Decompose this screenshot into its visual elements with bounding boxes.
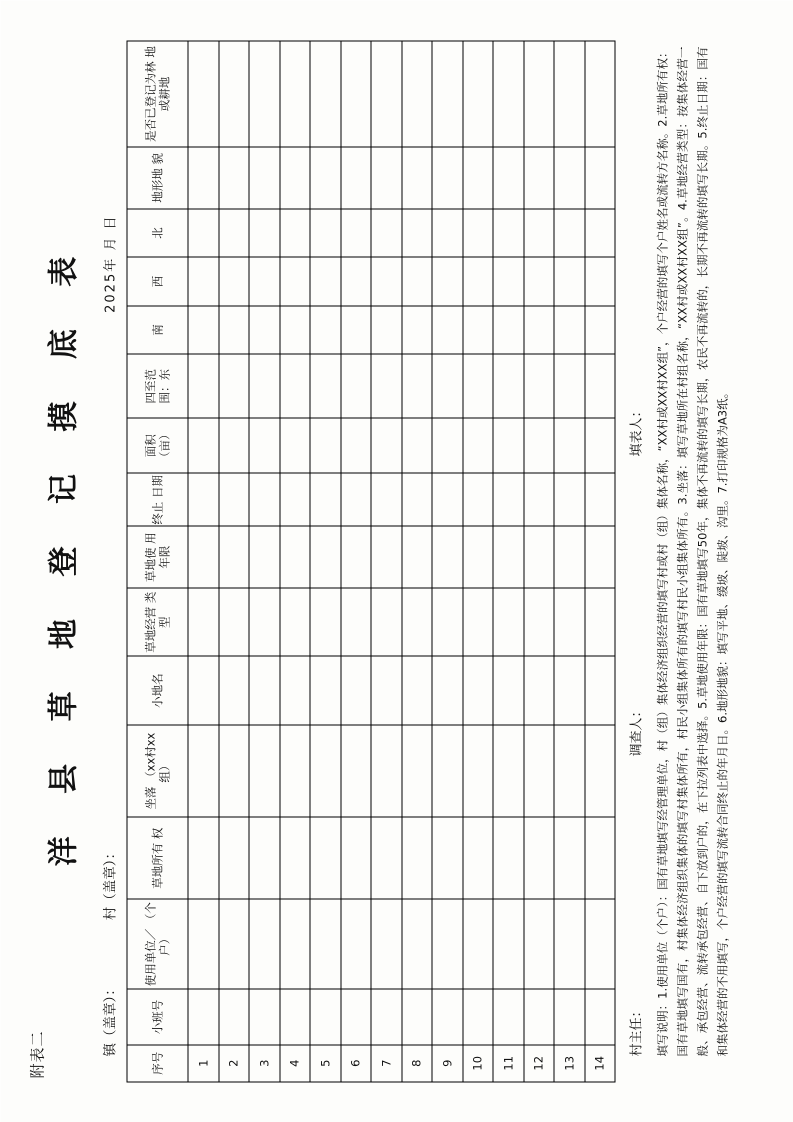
table-row [432,41,463,1082]
row-number: 12 [523,1044,554,1081]
cell-registered-forest[interactable] [218,41,249,147]
cell-small-place[interactable] [310,656,341,724]
cell-boundary-south[interactable] [432,305,463,354]
cell-mgmt-type[interactable] [523,588,554,656]
cell-plot-no[interactable] [249,989,280,1044]
cell-area-mu[interactable] [584,418,615,473]
signature-row [625,40,644,1082]
cell-boundary-north[interactable] [584,208,615,257]
cell-boundary-west[interactable] [432,257,463,306]
cell-grass-ownership[interactable] [432,817,463,899]
cell-grass-ownership[interactable] [218,817,249,899]
cell-area-mu[interactable] [462,418,493,473]
cell-boundary-east[interactable] [310,354,341,418]
cell-boundary-east[interactable] [218,354,249,418]
cell-registered-forest[interactable] [432,41,463,147]
cell-small-place[interactable] [493,656,524,724]
cell-owner-unit[interactable] [218,898,249,988]
column-header-plot-no: 小班号 [127,989,188,1044]
row-number: 7 [371,1044,402,1081]
cell-boundary-east[interactable] [493,354,524,418]
column-header-mgmt-type: 草地经营 类型 [127,588,188,656]
cell-boundary-east[interactable] [462,354,493,418]
cell-mgmt-type[interactable] [432,588,463,656]
cell-mgmt-type[interactable] [188,588,219,656]
cell-registered-forest[interactable] [584,41,615,147]
cell-plot-no[interactable] [584,989,615,1044]
cell-boundary-north[interactable] [554,208,585,257]
cell-boundary-west[interactable] [401,257,432,306]
cell-use-years[interactable] [218,526,249,588]
table-row [371,41,402,1082]
cell-small-place[interactable] [249,656,280,724]
column-header-boundary-east: 四至范 围：东 [127,354,188,418]
cell-registered-forest[interactable] [523,41,554,147]
cell-registered-forest[interactable] [554,41,585,147]
cell-boundary-east[interactable] [554,354,585,418]
cell-use-years[interactable] [310,526,341,588]
cell-boundary-west[interactable] [340,257,371,306]
cell-use-years[interactable] [249,526,280,588]
cell-grass-ownership[interactable] [310,817,341,899]
cell-boundary-north[interactable] [401,208,432,257]
table-row [340,41,371,1082]
cell-boundary-north[interactable] [279,208,310,257]
cell-mgmt-type[interactable] [340,588,371,656]
cell-small-place[interactable] [340,656,371,724]
cell-terrain[interactable] [462,146,493,208]
cell-boundary-north[interactable] [523,208,554,257]
cell-terrain[interactable] [523,146,554,208]
cell-grass-ownership[interactable] [188,817,219,899]
fill-instructions-text: 填写说明：1.使用单位（个户）：国有草地填写经管理单位，村（组）集体经济组织经营的填写村或村（组）集体名称，“XX村或XX村XX组”，个户经营的填写个户姓名或流转方名称。2.草地所有权：国有草地填写国有，村集体经济组织集体的填写村集体所有，村民小组集体所有的填写村民小组集体所有。3.坐落：填写草地所在村组名称，“XX村或XX村XX组”。4.草地经营类型：按集体经营一般、承包经营、流转承包经营、自下放到户的，在下拉列表中选择。5.草地使用年限：国有草地填写50年，集体不再流转的填写长期，农民不再流转的，长期不再流转的填写长期。5.终止日期：国有和集体经营的不用填写，个户经营的填写流转合同终止的年月日。6.地形地貌：填写平地、缓坡、陡坡、沟里。7.打印规格为A3纸。 [655,46,730,1056]
cell-boundary-east[interactable] [432,354,463,418]
cell-use-years[interactable] [584,526,615,588]
column-header-small-place: 小地名 [127,656,188,724]
cell-boundary-east[interactable] [279,354,310,418]
subheader [98,40,118,1082]
fill-instructions [652,40,733,1082]
table-row [310,41,341,1082]
cell-use-years[interactable] [432,526,463,588]
cell-use-years[interactable] [554,526,585,588]
cell-terrain[interactable] [371,146,402,208]
date-line: 2025年 月 日 [103,214,118,313]
page-title: 洋 县 草 地 登 记 摸 底 表 [46,240,81,866]
table-header-row [127,41,188,1082]
cell-use-years[interactable] [462,526,493,588]
cell-area-mu[interactable] [249,418,280,473]
cell-mgmt-type[interactable] [584,588,615,656]
cell-small-place[interactable] [371,656,402,724]
cell-registered-forest[interactable] [188,41,219,147]
cell-end-date[interactable] [279,473,310,526]
cell-use-years[interactable] [188,526,219,588]
cell-owner-unit[interactable] [401,898,432,988]
cell-end-date[interactable] [188,473,219,526]
cell-boundary-west[interactable] [462,257,493,306]
table-body [188,41,615,1082]
cell-owner-unit[interactable] [340,898,371,988]
cell-plot-no[interactable] [218,989,249,1044]
cell-terrain[interactable] [340,146,371,208]
cell-boundary-east[interactable] [249,354,280,418]
cell-boundary-east[interactable] [401,354,432,418]
cell-boundary-west[interactable] [493,257,524,306]
cell-use-years[interactable] [279,526,310,588]
cell-location[interactable] [371,724,402,817]
cell-mgmt-type[interactable] [249,588,280,656]
cell-plot-no[interactable] [401,989,432,1044]
cell-grass-ownership[interactable] [279,817,310,899]
cell-plot-no[interactable] [279,989,310,1044]
table-row [279,41,310,1082]
cell-boundary-south[interactable] [249,305,280,354]
cell-location[interactable] [218,724,249,817]
cell-end-date[interactable] [493,473,524,526]
cell-owner-unit[interactable] [188,898,219,988]
cell-area-mu[interactable] [340,418,371,473]
cell-terrain[interactable] [432,146,463,208]
cell-grass-ownership[interactable] [523,817,554,899]
cell-location[interactable] [432,724,463,817]
cell-owner-unit[interactable] [279,898,310,988]
cell-boundary-west[interactable] [584,257,615,306]
cell-mgmt-type[interactable] [462,588,493,656]
cell-registered-forest[interactable] [401,41,432,147]
cell-boundary-north[interactable] [432,208,463,257]
cell-end-date[interactable] [432,473,463,526]
cell-terrain[interactable] [310,146,341,208]
cell-small-place[interactable] [462,656,493,724]
cell-owner-unit[interactable] [462,898,493,988]
cell-registered-forest[interactable] [249,41,280,147]
cell-grass-ownership[interactable] [371,817,402,899]
cell-area-mu[interactable] [279,418,310,473]
cell-boundary-south[interactable] [493,305,524,354]
cell-boundary-west[interactable] [249,257,280,306]
cell-boundary-west[interactable] [371,257,402,306]
cell-registered-forest[interactable] [371,41,402,147]
row-number: 9 [432,1044,463,1081]
cell-boundary-south[interactable] [310,305,341,354]
cell-plot-no[interactable] [554,989,585,1044]
table-row [554,41,585,1082]
cell-registered-forest[interactable] [310,41,341,147]
survey-table [126,40,615,1082]
cell-owner-unit[interactable] [432,898,463,988]
cell-owner-unit[interactable] [554,898,585,988]
column-header-owner-unit: 使用单位／ （个户） [127,898,188,988]
cell-grass-ownership[interactable] [249,817,280,899]
cell-boundary-west[interactable] [523,257,554,306]
cell-area-mu[interactable] [371,418,402,473]
cell-mgmt-type[interactable] [401,588,432,656]
town-field-label: 镇（盖章）： [102,981,118,1056]
cell-terrain[interactable] [218,146,249,208]
column-header-location: 坐落 （xx村xx组） [127,724,188,817]
cell-boundary-south[interactable] [523,305,554,354]
cell-plot-no[interactable] [462,989,493,1044]
cell-boundary-south[interactable] [188,305,219,354]
cell-mgmt-type[interactable] [554,588,585,656]
cell-plot-no[interactable] [371,989,402,1044]
cell-boundary-east[interactable] [188,354,219,418]
cell-boundary-east[interactable] [371,354,402,418]
cell-boundary-north[interactable] [493,208,524,257]
row-number: 11 [493,1044,524,1081]
cell-area-mu[interactable] [310,418,341,473]
cell-boundary-north[interactable] [340,208,371,257]
row-number: 14 [584,1044,615,1081]
cell-boundary-south[interactable] [554,305,585,354]
cell-use-years[interactable] [340,526,371,588]
row-number: 6 [340,1044,371,1081]
cell-boundary-north[interactable] [249,208,280,257]
cell-small-place[interactable] [432,656,463,724]
table-row [249,41,280,1082]
column-header-grass-ownership: 草地所有 权 [127,817,188,899]
cell-location[interactable] [340,724,371,817]
cell-boundary-south[interactable] [279,305,310,354]
cell-grass-ownership[interactable] [554,817,585,899]
cell-end-date[interactable] [401,473,432,526]
cell-terrain[interactable] [584,146,615,208]
cell-area-mu[interactable] [523,418,554,473]
cell-area-mu[interactable] [401,418,432,473]
cell-owner-unit[interactable] [310,898,341,988]
cell-boundary-east[interactable] [340,354,371,418]
cell-boundary-south[interactable] [218,305,249,354]
cell-end-date[interactable] [554,473,585,526]
attachment-label: 附表二 [28,1029,46,1078]
column-header-end-date: 终止 日期 [127,473,188,526]
cell-boundary-west[interactable] [218,257,249,306]
table-row [401,41,432,1082]
cell-small-place[interactable] [401,656,432,724]
cell-end-date[interactable] [462,473,493,526]
cell-boundary-north[interactable] [218,208,249,257]
cell-end-date[interactable] [340,473,371,526]
cell-boundary-east[interactable] [584,354,615,418]
cell-grass-ownership[interactable] [584,817,615,899]
cell-plot-no[interactable] [188,989,219,1044]
cell-boundary-north[interactable] [188,208,219,257]
surveyor-label: 调查人： [629,703,644,756]
column-header-boundary-west: 西 [127,257,188,306]
cell-end-date[interactable] [523,473,554,526]
cell-boundary-north[interactable] [462,208,493,257]
cell-location[interactable] [554,724,585,817]
column-header-seq: 序号 [127,1044,188,1081]
table-row [218,41,249,1082]
row-number: 5 [310,1044,341,1081]
cell-small-place[interactable] [218,656,249,724]
cell-owner-unit[interactable] [584,898,615,988]
cell-boundary-south[interactable] [462,305,493,354]
cell-terrain[interactable] [279,146,310,208]
village-field-label: 村（盖章）： [102,845,118,920]
cell-small-place[interactable] [279,656,310,724]
cell-use-years[interactable] [401,526,432,588]
cell-area-mu[interactable] [432,418,463,473]
cell-area-mu[interactable] [188,418,219,473]
cell-terrain[interactable] [401,146,432,208]
cell-use-years[interactable] [493,526,524,588]
cell-location[interactable] [493,724,524,817]
table-row [493,41,524,1082]
row-number: 1 [188,1044,219,1081]
cell-boundary-south[interactable] [340,305,371,354]
cell-use-years[interactable] [523,526,554,588]
cell-owner-unit[interactable] [523,898,554,988]
table-row [584,41,615,1082]
cell-boundary-north[interactable] [371,208,402,257]
cell-small-place[interactable] [584,656,615,724]
cell-location[interactable] [584,724,615,817]
cell-boundary-west[interactable] [554,257,585,306]
cell-boundary-south[interactable] [584,305,615,354]
cell-registered-forest[interactable] [462,41,493,147]
column-header-registered-forest: 是否已登记为林 地或耕地 [127,41,188,147]
cell-plot-no[interactable] [523,989,554,1044]
cell-boundary-west[interactable] [188,257,219,306]
cell-owner-unit[interactable] [493,898,524,988]
table-row [462,41,493,1082]
cell-boundary-north[interactable] [310,208,341,257]
column-header-terrain: 地形地 貌 [127,146,188,208]
cell-end-date[interactable] [218,473,249,526]
column-header-area-mu: 面积 （亩） [127,418,188,473]
cell-boundary-south[interactable] [371,305,402,354]
row-number: 10 [462,1044,493,1081]
cell-location[interactable] [249,724,280,817]
cell-plot-no[interactable] [432,989,463,1044]
cell-owner-unit[interactable] [371,898,402,988]
cell-location[interactable] [462,724,493,817]
cell-boundary-east[interactable] [523,354,554,418]
cell-grass-ownership[interactable] [340,817,371,899]
filler-label: 填表人： [629,403,644,456]
village-head-label: 村主任： [629,1003,644,1056]
column-header-boundary-south: 南 [127,305,188,354]
cell-terrain[interactable] [493,146,524,208]
row-number: 13 [554,1044,585,1081]
cell-mgmt-type[interactable] [493,588,524,656]
row-number: 2 [218,1044,249,1081]
cell-registered-forest[interactable] [493,41,524,147]
column-header-boundary-north: 北 [127,208,188,257]
cell-plot-no[interactable] [310,989,341,1044]
cell-plot-no[interactable] [493,989,524,1044]
table-row [523,41,554,1082]
cell-small-place[interactable] [554,656,585,724]
cell-location[interactable] [310,724,341,817]
cell-location[interactable] [279,724,310,817]
cell-grass-ownership[interactable] [401,817,432,899]
cell-mgmt-type[interactable] [218,588,249,656]
cell-boundary-west[interactable] [310,257,341,306]
cell-mgmt-type[interactable] [371,588,402,656]
row-number: 3 [249,1044,280,1081]
cell-small-place[interactable] [523,656,554,724]
cell-plot-no[interactable] [340,989,371,1044]
row-number: 4 [279,1044,310,1081]
cell-area-mu[interactable] [493,418,524,473]
table-row [188,41,219,1082]
cell-owner-unit[interactable] [249,898,280,988]
cell-location[interactable] [401,724,432,817]
cell-area-mu[interactable] [218,418,249,473]
cell-grass-ownership[interactable] [493,817,524,899]
cell-end-date[interactable] [584,473,615,526]
cell-mgmt-type[interactable] [279,588,310,656]
cell-terrain[interactable] [554,146,585,208]
cell-end-date[interactable] [310,473,341,526]
column-header-use-years: 草地使 用年限 [127,526,188,588]
cell-end-date[interactable] [249,473,280,526]
cell-boundary-west[interactable] [279,257,310,306]
cell-registered-forest[interactable] [279,41,310,147]
cell-grass-ownership[interactable] [462,817,493,899]
cell-mgmt-type[interactable] [310,588,341,656]
cell-registered-forest[interactable] [340,41,371,147]
cell-terrain[interactable] [188,146,219,208]
cell-end-date[interactable] [371,473,402,526]
cell-small-place[interactable] [188,656,219,724]
cell-terrain[interactable] [249,146,280,208]
cell-area-mu[interactable] [554,418,585,473]
row-number: 8 [401,1044,432,1081]
cell-boundary-south[interactable] [401,305,432,354]
cell-location[interactable] [188,724,219,817]
cell-use-years[interactable] [371,526,402,588]
cell-location[interactable] [523,724,554,817]
